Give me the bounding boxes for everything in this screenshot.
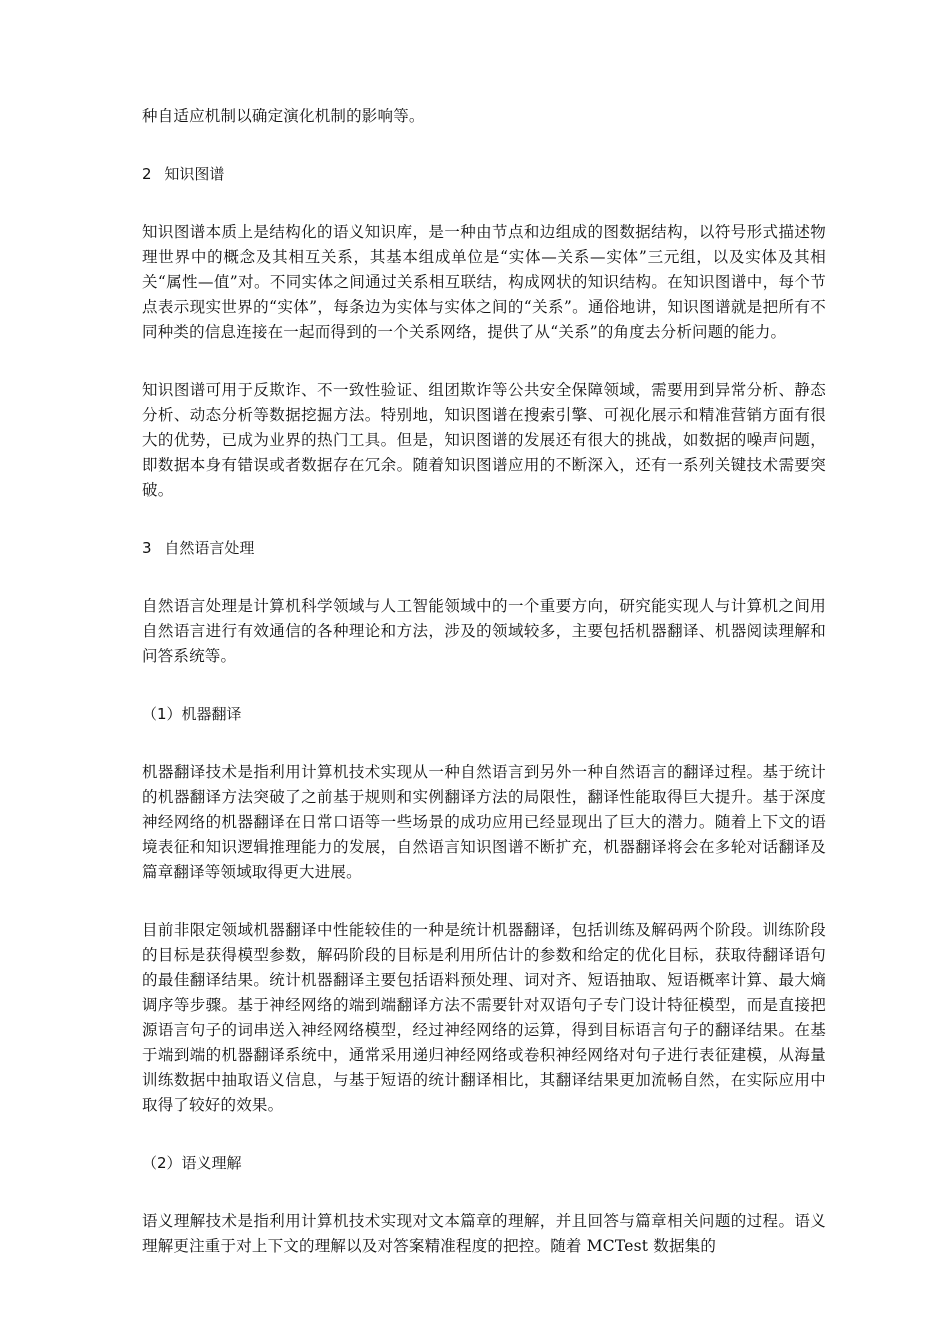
section-number: 2 [142, 165, 152, 183]
section-title: 自然语言处理 [164, 539, 255, 557]
paragraph-knowledge-graph-applications: 知识图谱可用于反欺诈、不一致性验证、组团欺诈等公共安全保障领域，需要用到异常分析、静态分析、动态分析等数据挖掘方法。特别地，知识图谱在搜索引擎、可视化展示和精准营销方面有很大的优势，已成为业界的热门工具。但是，知识图谱的发展还有很大的挑战，如数据的噪声问题，即数据本身有错误或者数据存在冗余。随着知识图谱应用的不断深入，还有一系列关键技术需要突破。 [142, 381, 826, 499]
paragraph-statistical-machine-translation: 目前非限定领域机器翻译中性能较佳的一种是统计机器翻译，包括训练及解码两个阶段。训练阶段的目标是获得模型参数，解码阶段的目标是利用所估计的参数和给定的优化目标，获取待翻译语句的最佳翻译结果。统计机器翻译主要包括语料预处理、词对齐、短语抽取、短语概率计算、最大熵调序等步骤。基于神经网络的端到端翻译方法不需要针对双语句子专门设计特征模型，而是直接把源语言句子的词串送入神经网络模型，经过神经网络的运算，得到目标语言句子的翻译结果。在基于端到端的机器翻译系统中，通常采用递归神经网络或卷积神经网络对句子进行表征建模，从海量训练数据中抽取语义信息，与基于短语的统计翻译相比，其翻译结果更加流畅自然，在实际应用中取得了较好的效果。 [142, 921, 826, 1114]
paragraph-intro-continued: 种自适应机制以确定演化机制的影响等。 [142, 107, 425, 125]
paragraph-nlp-definition: 自然语言处理是计算机科学领域与人工智能领域中的一个重要方向，研究能实现人与计算机之间用自然语言进行有效通信的各种理论和方法，涉及的领域较多，主要包括机器翻译、机器阅读理解和问答系统等。 [142, 597, 826, 665]
paragraph-machine-translation-overview: 机器翻译技术是指利用计算机技术实现从一种自然语言到另外一种自然语言的翻译过程。基于统计的机器翻译方法突破了之前基于规则和实例翻译方法的局限性，翻译性能取得巨大提升。基于深度神经网络的机器翻译在日常口语等一些场景的成功应用已经显现出了巨大的潜力。随着上下文的语境表征和知识逻辑推理能力的发展，自然语言知识图谱不断扩充，机器翻译将会在多轮对话翻译及篇章翻译等领域取得更大进展。 [142, 763, 826, 881]
section-title: 知识图谱 [164, 165, 225, 183]
subsection-heading-machine-translation: （1）机器翻译 [142, 705, 242, 723]
paragraph-knowledge-graph-definition: 知识图谱本质上是结构化的语义知识库，是一种由节点和边组成的图数据结构，以符号形式描述物理世界中的概念及其相互关系，其基本组成单位是“实体—关系—实体”三元组，以及实体及其相关“属性—值”对。不同实体之间通过关系相互联结，构成网状的知识结构。在知识图谱中，每个节点表示现实世界的“实体”，每条边为实体与实体之间的“关系”。通俗地讲，知识图谱就是把所有不同种类的信息连接在一起而得到的一个关系网络，提供了从“关系”的角度去分析问题的能力。 [142, 223, 826, 341]
subsection-heading-semantic-understanding: （2）语义理解 [142, 1154, 242, 1172]
section-heading-nlp [142, 536, 826, 561]
document-page [142, 104, 826, 1292]
section-number: 3 [142, 539, 152, 557]
paragraph-semantic-understanding: 语义理解技术是指利用计算机技术实现对文本篇章的理解，并且回答与篇章相关问题的过程。语义理解更注重于对上下文的理解以及对答案精准程度的把控。随着 MCTest 数据集的 [142, 1212, 826, 1255]
section-heading-knowledge-graph [142, 162, 826, 187]
